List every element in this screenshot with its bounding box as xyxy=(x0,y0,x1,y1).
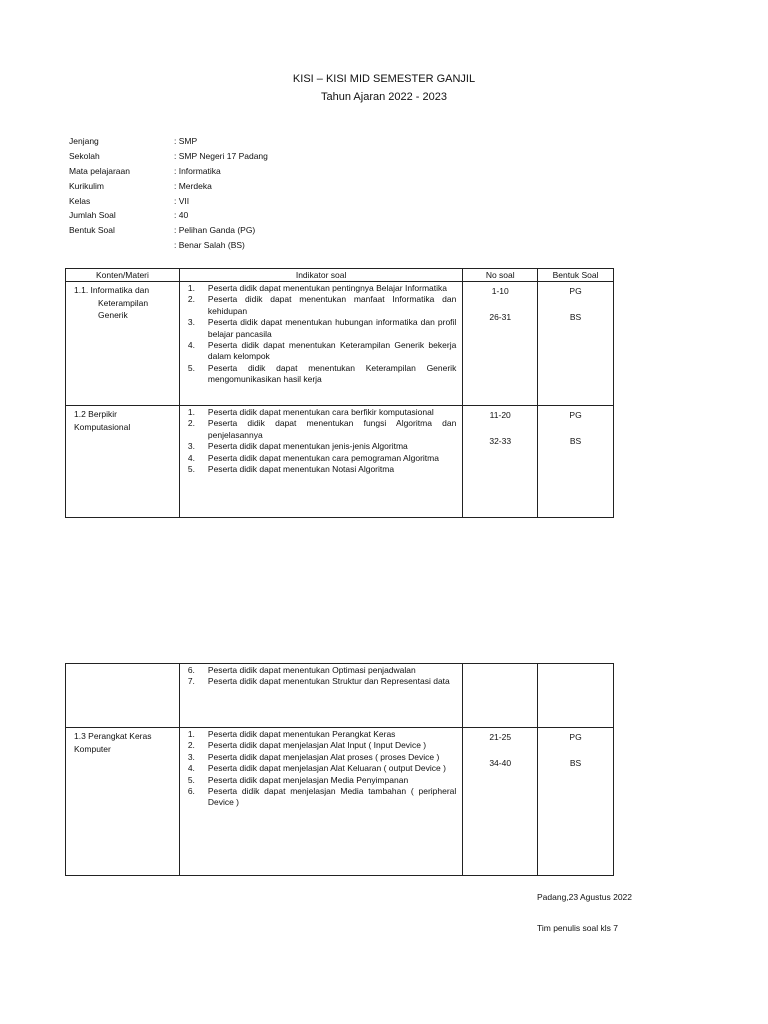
indicator-text: Peserta didik dapat menjelasjan Media tambahan ( peripheral Device ) xyxy=(207,786,457,808)
indikator-cell xyxy=(179,282,462,406)
indicator-num: 2. xyxy=(187,418,195,429)
info-label: Kurikulim xyxy=(69,180,104,191)
indicator-item xyxy=(188,441,456,452)
indicator-text: Peserta didik dapat menentukan Notasi Algoritma xyxy=(207,464,395,475)
indicator-num: 2. xyxy=(187,294,195,305)
indicator-item xyxy=(188,418,456,441)
indicator-num: 7. xyxy=(187,676,195,687)
info-value: : Benar Salah (BS) xyxy=(174,240,245,251)
indicator-num: 5. xyxy=(187,362,195,373)
konten-line: Komputer xyxy=(74,743,111,754)
table-row xyxy=(66,406,614,518)
info-label: Mata pelajaraan xyxy=(69,165,130,176)
indicator-text: Peserta didik dapat menentukan Keterampilan Generik bekerja dalam kelompok xyxy=(207,340,457,362)
indicator-item xyxy=(188,317,456,340)
indicator-item xyxy=(188,775,456,786)
no-soal-value: 11-20 xyxy=(489,410,511,420)
header-no-soal: No soal xyxy=(463,269,538,282)
no-soal-value: 1-10 xyxy=(491,286,509,296)
no-soal-value: 34-40 xyxy=(489,758,512,768)
indicator-text: Peserta didik dapat menentukan pentingnya Belajar Informatika xyxy=(207,283,447,293)
info-row-jenjang xyxy=(69,134,268,149)
indicator-text: Peserta didik dapat menentukan hubungan informatika dan profil belajar pancasila xyxy=(207,317,457,339)
no-soal-cell xyxy=(463,664,538,728)
indicator-item xyxy=(188,464,456,475)
info-row-bentuk-soal xyxy=(69,223,268,238)
no-soal-value: 26-31 xyxy=(489,312,512,322)
indicator-text: Peserta didik dapat menentukan Optimasi penjadwalan xyxy=(207,665,416,675)
indicator-num: 1. xyxy=(187,729,195,739)
konten-cell xyxy=(66,282,180,406)
indicator-text: Peserta didik dapat menjelasjan Media Penyimpanan xyxy=(207,774,409,785)
info-label: Bentuk Soal xyxy=(69,225,115,236)
document-subtitle: Tahun Ajaran 2022 - 2023 xyxy=(321,91,447,103)
info-row-mapel xyxy=(69,164,268,179)
info-value: : VII xyxy=(174,195,190,206)
indicator-item xyxy=(188,453,456,464)
bentuk-soal-value: PG xyxy=(569,410,582,420)
bentuk-soal-cell xyxy=(538,664,614,728)
no-soal-value: 32-33 xyxy=(489,436,512,446)
info-label: Kelas xyxy=(69,195,91,206)
indicator-num: 1. xyxy=(187,407,195,417)
indicator-item xyxy=(188,294,456,317)
indicator-text: Peserta didik dapat menentukan Struktur dan Representasi data xyxy=(207,676,450,687)
table-row xyxy=(66,664,614,728)
bentuk-soal-value: BS xyxy=(569,436,582,446)
konten-line: Komputasional xyxy=(74,421,131,432)
konten-line: 1.3 Perangkat Keras xyxy=(74,731,152,741)
konten-line: Generik xyxy=(98,310,128,320)
indicator-num: 5. xyxy=(187,774,195,785)
indicator-text: Peserta didik dapat menentukan Perangkat Keras xyxy=(207,729,396,739)
indikator-cell xyxy=(179,728,462,876)
indicator-text: Peserta didik dapat menjelasjan Alat Input ( Input Device ) xyxy=(207,740,427,751)
indicator-text: Peserta didik dapat menjelasjan Alat proses ( proses Device ) xyxy=(207,751,440,762)
indicator-num: 4. xyxy=(187,763,195,774)
info-value: : Informatika xyxy=(174,165,221,176)
indicator-num: 2. xyxy=(187,740,195,751)
bentuk-soal-cell xyxy=(538,406,614,518)
konten-cell xyxy=(66,728,180,876)
indicator-item xyxy=(188,740,456,751)
info-block xyxy=(69,134,268,253)
indicator-item xyxy=(188,340,456,363)
info-value: : Merdeka xyxy=(174,180,212,191)
indicator-item xyxy=(188,729,456,740)
indicator-item xyxy=(188,752,456,763)
indicator-item xyxy=(188,407,456,418)
header-indikator: Indikator soal xyxy=(179,269,462,282)
indicator-text: Peserta didik dapat menentukan Keterampilan Generik mengomunikasikan hasil kerja xyxy=(207,362,457,385)
indicator-num: 4. xyxy=(187,340,195,351)
indicator-num: 6. xyxy=(187,665,195,675)
indicator-item xyxy=(188,763,456,774)
info-row-kurikulum xyxy=(69,179,268,194)
info-label: Jumlah Soal xyxy=(69,210,116,221)
info-value: : SMP xyxy=(174,136,198,146)
kisi-table-2 xyxy=(65,663,614,876)
indicator-num: 3. xyxy=(187,751,195,762)
konten-line: Keterampilan xyxy=(98,297,149,308)
indicator-num: 6. xyxy=(187,786,195,797)
konten-line: 1.1. Informatika dan xyxy=(74,285,150,295)
indicator-num: 3. xyxy=(187,317,195,328)
info-row-bentuk-soal-2 xyxy=(69,238,268,253)
no-soal-cell xyxy=(463,282,538,406)
indicator-item xyxy=(188,676,456,687)
document-title: KISI – KISI MID SEMESTER GANJIL xyxy=(292,73,476,85)
bentuk-soal-value: BS xyxy=(569,758,582,768)
indicator-text: Peserta didik dapat menentukan fungsi Algoritma dan penjelasannya xyxy=(207,418,457,440)
indicator-text: Peserta didik dapat menentukan manfaat Informatika dan kehidupan xyxy=(207,294,457,316)
indikator-cell xyxy=(179,406,462,518)
bentuk-soal-cell xyxy=(538,282,614,406)
info-row-sekolah xyxy=(69,149,268,164)
kisi-table-1 xyxy=(65,268,614,518)
info-label: Jenjang xyxy=(69,136,99,146)
konten-cell xyxy=(66,664,180,728)
no-soal-cell xyxy=(463,406,538,518)
signature-author: Tim penulis soal kls 7 xyxy=(537,923,618,933)
indicator-item xyxy=(188,786,456,809)
indicator-text: Peserta didik dapat menentukan jenis-jenis Algoritma xyxy=(207,441,408,452)
table-row xyxy=(66,728,614,876)
konten-cell xyxy=(66,406,180,518)
indicator-text: Peserta didik dapat menentukan cara berfikir komputasional xyxy=(207,407,434,417)
info-value: : Pelihan Ganda (PG) xyxy=(174,225,256,236)
bentuk-soal-value: BS xyxy=(569,312,582,322)
indicator-num: 3. xyxy=(187,441,195,452)
info-value: : SMP Negeri 17 Padang xyxy=(174,150,268,161)
header-konten: Konten/Materi xyxy=(66,269,180,282)
indicator-text: Peserta didik dapat menjelasjan Alat Keluaran ( output Device ) xyxy=(207,763,446,774)
info-label: Sekolah xyxy=(69,150,100,161)
no-soal-cell xyxy=(463,728,538,876)
info-value: : 40 xyxy=(174,210,189,221)
indicator-item xyxy=(188,363,456,386)
header-bentuk-soal: Bentuk Soal xyxy=(538,269,614,282)
table-row xyxy=(66,282,614,406)
bentuk-soal-value: PG xyxy=(569,732,582,742)
indicator-text: Peserta didik dapat menentukan cara pemograman Algoritma xyxy=(207,452,439,463)
info-row-kelas xyxy=(69,194,268,209)
info-label xyxy=(69,238,174,253)
no-soal-value: 21-25 xyxy=(489,732,512,742)
indicator-item xyxy=(188,665,456,676)
indicator-num: 1. xyxy=(187,283,195,293)
bentuk-soal-cell xyxy=(538,728,614,876)
info-row-jumlah-soal xyxy=(69,208,268,223)
indikator-cell xyxy=(179,664,462,728)
indicator-num: 5. xyxy=(187,464,195,475)
indicator-item xyxy=(188,283,456,294)
signature-place-date: Padang,23 Agustus 2022 xyxy=(537,892,632,902)
bentuk-soal-value: PG xyxy=(569,286,582,296)
konten-line: 1.2 Berpikir xyxy=(74,409,117,419)
table-header-row xyxy=(66,269,614,282)
indicator-num: 4. xyxy=(187,452,195,463)
